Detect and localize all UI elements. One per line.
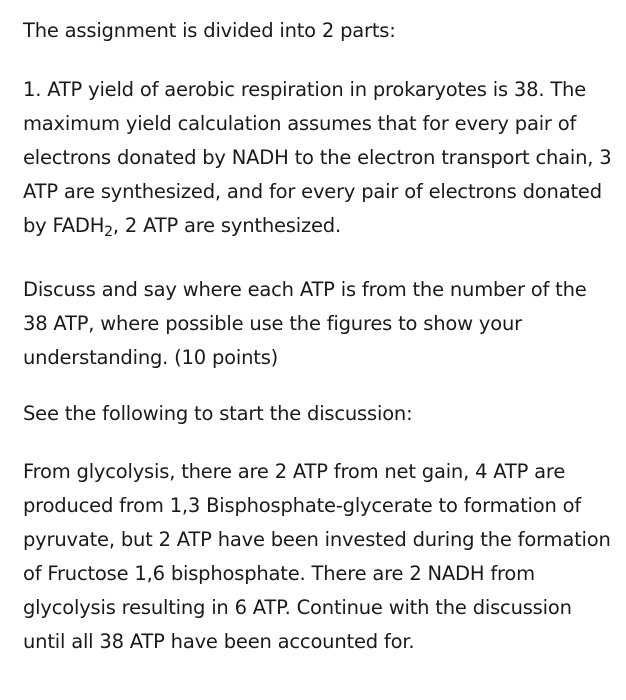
part1-text	[23, 73, 613, 243]
see-following-text: See the following to start the discussion:	[23, 402, 413, 425]
part1-text-b: , 2 ATP are synthesized.	[112, 214, 341, 237]
intro-text: The assignment is divided into 2 parts:	[23, 19, 396, 42]
glycolysis-text: From glycolysis, there are 2 ATP from net gain, 4 ATP are produced from 1,3 Bisphosphate-glycerate to formation of pyruvate, but 2 ATP have been invested during the formation of Fructose 1,6 bisphosphate. There are 2 NADH from glycolysis resulting in 6 ATP. Continue with the discussion until all 38 ATP have been accounted for.	[23, 460, 611, 653]
discuss-instruction: Discuss and say where each ATP is from the number of the 38 ATP, where possible use the figures to show your understanding. (10 points)	[23, 278, 587, 369]
document-body	[23, 14, 613, 659]
part1-text-a: 1. ATP yield of aerobic respiration in prokaryotes is 38. The maximum yield calculation assumes that for every pair of electrons donated by NADH to the electron transport chain, 3 ATP are synthesized, and for every pair of electrons donated by FADH	[23, 78, 612, 237]
fadh2-subscript: 2	[104, 224, 113, 241]
